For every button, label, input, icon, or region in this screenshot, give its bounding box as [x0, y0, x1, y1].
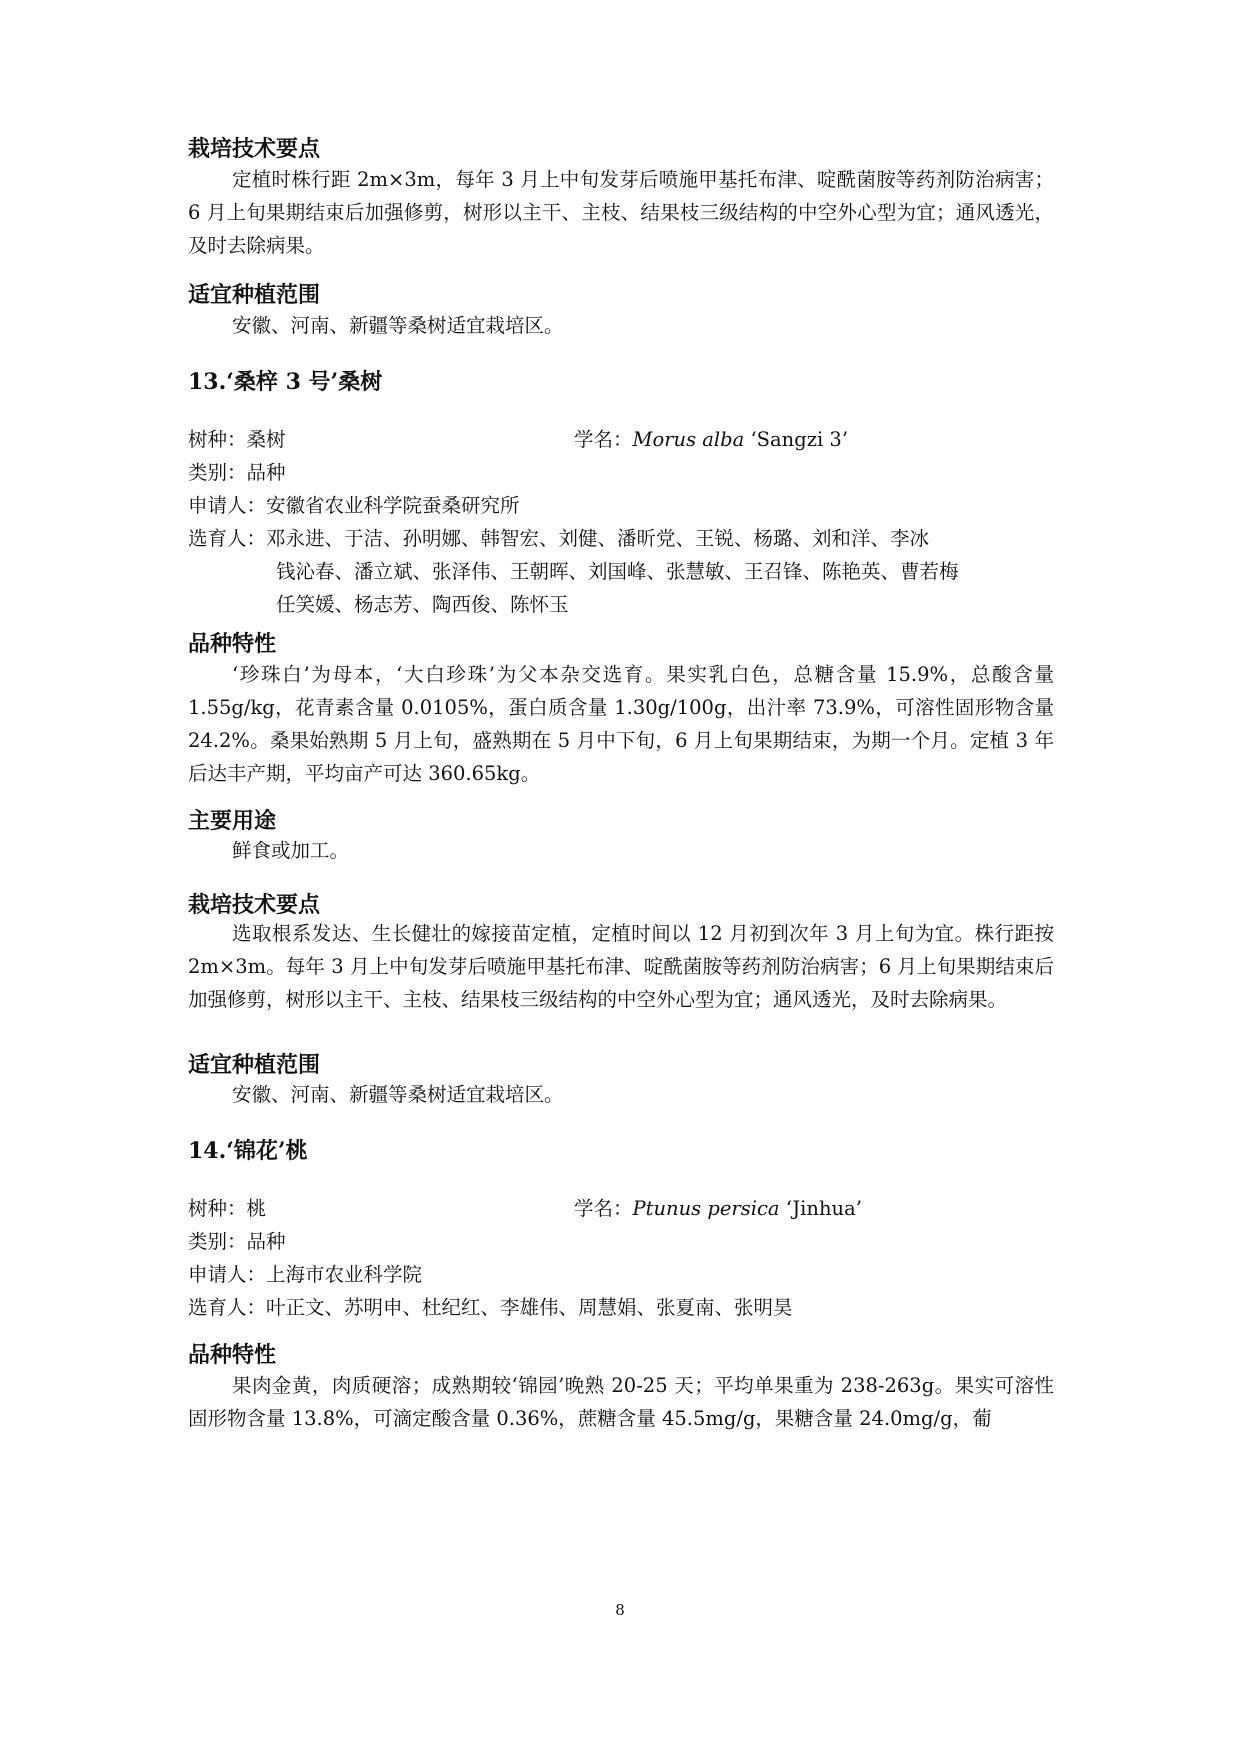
sci-latin: Ptunus persica — [632, 1197, 780, 1220]
sci-cultivar: ‘Sangzi 3’ — [744, 428, 849, 451]
v13-use-paragraph: 鲜食或加工。 — [232, 839, 350, 862]
v13-range-paragraph: 安徽、河南、新疆等桑树适宜栽培区。 — [232, 1083, 564, 1106]
variety-13-title: 13.‘桑梓 3 号’桑树 — [188, 369, 383, 395]
section-heading-cultivation: 栽培技术要点 — [188, 137, 321, 162]
variety-14-title: 14.‘锦花’桃 — [188, 1138, 308, 1164]
sci-label: 学名： — [574, 428, 633, 451]
v13-traits-paragraph: ‘珍珠白’为母本，‘大白珍珠’为父本杂交选育。果实乳白色，总糖含量 15.9%，总酸含量 1.55g/kg，花青素含量 0.0105%，蛋白质含量 1.30g/100g，出汁率 73.9%，可溶性固形物含量 24.2%。桑果始熟期 5 月上旬，盛熟期在 5 月中下旬，6 月上旬果期结束，为期一个月。定植 3 年后达丰产期，平均亩产可达 360.65kg。 — [188, 663, 1054, 785]
cultivation-paragraph: 定植时株行距 2m×3m，每年 3 月上中旬发芽后喷施甲基托布津、啶酰菌胺等药剂防治病害；6 月上旬果期结束后加强修剪，树形以主干、主枝、结果枝三级结构的中空外心型为宜；通风透光，及时去除病果。 — [188, 168, 1054, 257]
v14-category: 类别：品种 — [188, 1230, 286, 1253]
v13-breeders-cont: 任笑媛、杨志芳、陶西俊、陈怀玉 — [276, 593, 569, 616]
v13-breeders-cont: 钱沁春、潘立斌、张泽伟、王朝晖、刘国峰、张慧敏、王召锋、陈艳英、曹若梅 — [276, 560, 959, 583]
v14-breeders: 选育人：叶正文、苏明申、杜纪红、李雄伟、周慧娟、张夏南、张明昊 — [188, 1296, 793, 1319]
sci-cultivar: ‘Jinhua’ — [779, 1197, 862, 1220]
v14-scientific-name — [574, 1192, 862, 1225]
v14-traits-paragraph: 果肉金黄，肉质硬溶；成熟期较‘锦园’晚熟 20-25 天；平均单果重为 238-263g。果实可溶性固形物含量 13.8%，可滴定酸含量 0.36%，蔗糖含量 45.5mg/g，果糖含量 24.0mg/g，葡 — [188, 1374, 1054, 1430]
page-number: 8 — [615, 1601, 625, 1619]
v14-applicant: 申请人：上海市农业科学院 — [188, 1263, 423, 1286]
v13-traits-heading: 品种特性 — [188, 632, 277, 657]
range-paragraph: 安徽、河南、新疆等桑树适宜栽培区。 — [232, 314, 564, 337]
v13-category: 类别：品种 — [188, 461, 286, 484]
v14-traits-heading: 品种特性 — [188, 1343, 277, 1368]
v14-species: 树种：桃 — [188, 1197, 267, 1220]
v13-applicant: 申请人：安徽省农业科学院蚕桑研究所 — [188, 494, 520, 517]
section-heading-range: 适宜种植范围 — [188, 283, 321, 308]
sci-label: 学名： — [574, 1197, 633, 1220]
v13-use-heading: 主要用途 — [188, 809, 277, 834]
v13-species: 树种：桑树 — [188, 428, 286, 451]
v13-cultivation-heading: 栽培技术要点 — [188, 893, 321, 918]
sci-latin: Morus alba — [632, 428, 745, 451]
v13-scientific-name — [574, 423, 848, 456]
v13-range-heading: 适宜种植范围 — [188, 1053, 321, 1078]
v13-cultivation-paragraph: 选取根系发达、生长健壮的嫁接苗定植，定植时间以 12 月初到次年 3 月上旬为宜。株行距按 2m×3m。每年 3 月上中旬发芽后喷施甲基托布津、啶酰菌胺等药剂防治病害；6 月上旬果期结束后加强修剪，树形以主干、主枝、结果枝三级结构的中空外心型为宜；通风透光，及时去除病果。 — [188, 922, 1054, 1011]
v13-breeders: 选育人：邓永进、于洁、孙明娜、韩智宏、刘健、潘昕党、王锐、杨璐、刘和洋、李冰 — [188, 527, 930, 550]
